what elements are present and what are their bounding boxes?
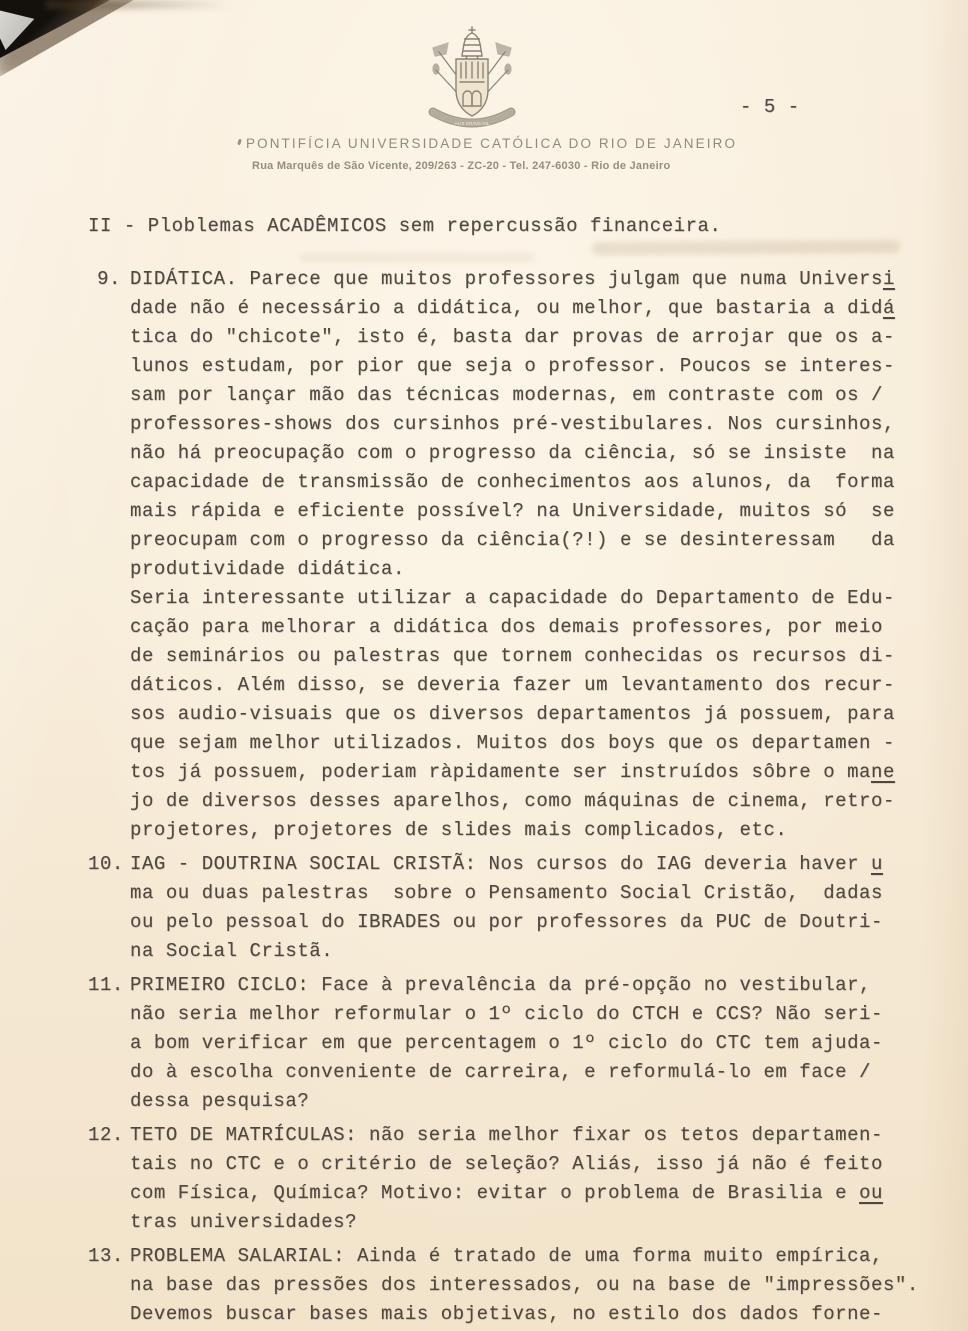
item-number: 13.: [88, 1245, 124, 1267]
text-line: tos já possuem, poderiam ràpidamente ser instruídos sôbre o mane: [130, 761, 895, 783]
text-line: com Física, Química? Motivo: evitar o problema de Brasilia e ou: [130, 1182, 883, 1204]
item-text: [130, 265, 920, 845]
hyphenation-underline: u: [871, 853, 883, 875]
text-line: PRIMEIRO CICLO: Face à prevalência da pré-opção no vestibular,: [130, 974, 872, 996]
list-item: [88, 265, 920, 845]
text-line: a bom verificar em que percentagem o 1º ciclo do CTC tem ajuda-: [130, 1032, 883, 1054]
letterhead-address: Rua Marquês de São Vicente, 209/263 - ZC-20 - Tel. 247-6030 - Rio de Janeiro: [252, 160, 671, 172]
item-text: [130, 971, 920, 1116]
hyphenation-underline: ne: [871, 761, 895, 783]
text-line: preocupam com o progresso da ciência(?!) e se desinteressam da: [130, 529, 895, 551]
hyphenation-underline: á: [882, 297, 895, 319]
crest-motto-text: ALIS GRAVE NIL: [454, 121, 490, 126]
list-item: [88, 1242, 920, 1329]
text-line: TETO DE MATRÍCULAS: não seria melhor fixar os tetos departamen-: [130, 1124, 883, 1146]
item-number: 12.: [88, 1124, 124, 1146]
text-line: de seminários ou palestras que tornem conhecidas os recursos di-: [130, 645, 895, 667]
item-text: [130, 1121, 920, 1237]
university-crest-icon: [423, 26, 521, 134]
section-heading: II - Ploblemas ACADÊMICOS sem repercussão financeira.: [88, 215, 722, 237]
text-line: Devemos buscar bases mais objetivas, no estilo dos dados forne-: [130, 1303, 883, 1325]
scan-edge-smear: [46, 0, 231, 9]
text-line: lunos estudam, por pior que seja o professor. Poucos se interes-: [130, 355, 895, 377]
text-line: PROBLEMA SALARIAL: Ainda é tratado de uma forma muito empírica,: [130, 1245, 883, 1267]
text-line: tais no CTC e o critério de seleção? Aliás, isso já não é feito: [130, 1153, 883, 1175]
text-line: cação para melhorar a didática dos demais professores, por meio: [130, 616, 883, 638]
text-line: mais rápida e eficiente possível? na Universidade, muitos só se: [130, 500, 895, 522]
item-text: [130, 850, 920, 966]
item-number: 11.: [88, 974, 124, 996]
text-line: que sejam melhor utilizados. Muitos dos boys que os departamen -: [130, 732, 895, 754]
list-item: [88, 971, 920, 1116]
text-line: projetores, projetores de slides mais complicados, etc.: [130, 819, 788, 841]
text-line: professores-shows dos cursinhos pré-vestibulares. Nos cursinhos,: [130, 413, 895, 435]
text-line: não seria melhor reformular o 1º ciclo do CTCH e CCS? Não seri-: [130, 1003, 883, 1025]
letterhead-institution: PONTIFÍCIA UNIVERSIDADE CATÓLICA DO RIO DE JANEIRO: [246, 136, 738, 151]
text-line: tras universidades?: [130, 1211, 358, 1233]
text-line: do à escolha conveniente de carreira, e reformulá-lo em face /: [130, 1061, 872, 1083]
text-line: dessa pesquisa?: [130, 1090, 310, 1112]
text-line: ou pelo pessoal do IBRADES ou por professores da PUC de Doutri-: [130, 911, 883, 933]
item-number: 10.: [88, 853, 124, 875]
text-line: IAG - DOUTRINA SOCIAL CRISTÃ: Nos cursos do IAG deveria haver u: [130, 853, 883, 875]
text-line: não há preocupação com o progresso da ciência, só se insiste na: [130, 442, 895, 464]
document-body: [88, 212, 920, 1331]
text-line: sam por lançar mão das técnicas modernas, em contraste com os /: [130, 384, 883, 406]
page-number: - 5 -: [740, 96, 800, 118]
item-text: [130, 1242, 920, 1329]
hyphenation-underline: ou: [859, 1182, 883, 1204]
text-line: sos audio-visuais que os diversos departamentos já possuem, para: [130, 703, 895, 725]
text-line: produtividade didática.: [130, 558, 405, 580]
text-line: ma ou duas palestras sobre o Pensamento Social Cristão, dadas: [130, 882, 883, 904]
list-item: [88, 850, 920, 966]
list-item: [88, 1121, 920, 1237]
ink-speck: [237, 139, 242, 146]
text-line: capacidade de transmissão de conhecimentos aos alunos, da forma: [130, 471, 895, 493]
shield-icon: [456, 59, 488, 116]
text-line: dade não é necessário a didática, ou melhor, que bastaria a didá: [130, 297, 895, 319]
text-line: Seria interessante utilizar a capacidade do Departamento de Edu-: [130, 587, 895, 609]
papal-tiara-icon: [462, 27, 482, 62]
text-line: na base das pressões dos interessados, ou na base de "impressões".: [130, 1274, 919, 1296]
numbered-item-list: [88, 265, 920, 1329]
text-line: na Social Cristã.: [130, 940, 334, 962]
text-line: jo de diversos desses aparelhos, como máquinas de cinema, retro-: [130, 790, 895, 812]
text-line: DIDÁTICA. Parece que muitos professores julgam que numa Universi: [130, 268, 895, 290]
text-line: tica do "chicote", isto é, basta dar provas de arrojar que os a-: [130, 326, 895, 348]
text-line: dáticos. Além disso, se deveria fazer um levantamento dos recur-: [130, 674, 895, 696]
item-number: 9.: [97, 268, 121, 290]
hyphenation-underline: i: [882, 268, 895, 290]
